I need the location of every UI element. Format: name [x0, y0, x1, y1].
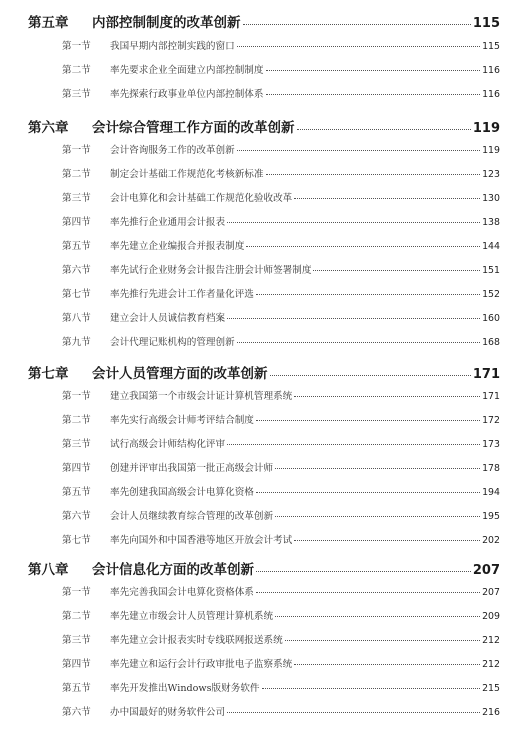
- section-entry: [62, 704, 500, 718]
- section-entry: [62, 508, 500, 522]
- page-number: 119: [482, 145, 500, 156]
- section-entry: [62, 310, 500, 324]
- chapter-title: 会计信息化方面的改革创新: [92, 562, 254, 578]
- dot-leader: [285, 640, 480, 641]
- dot-leader: [256, 492, 480, 493]
- chapter-heading: [28, 362, 500, 382]
- dot-leader: [294, 396, 480, 397]
- page-number: 173: [482, 439, 500, 450]
- dot-leader: [227, 222, 480, 223]
- section-number: 第七节: [62, 535, 91, 546]
- page-number: 212: [482, 635, 500, 646]
- chapter-number: 第八章: [28, 562, 69, 578]
- chapter-title: 会计人员管理方面的改革创新: [92, 366, 268, 382]
- page-number: 152: [482, 289, 500, 300]
- section-number: 第六节: [62, 265, 91, 276]
- section-entry: [62, 62, 500, 76]
- dot-leader: [262, 688, 481, 689]
- section-entry: [62, 584, 500, 598]
- section-number: 第二节: [62, 611, 91, 622]
- dot-leader: [237, 150, 480, 151]
- section-number: 第八节: [62, 313, 91, 324]
- section-title: 率先推行企业通用会计报表: [110, 217, 226, 228]
- dot-leader: [294, 540, 480, 541]
- section-title: 率先开发推出Windows版财务软件: [110, 683, 260, 694]
- dot-leader: [294, 198, 480, 199]
- chapter-title: 会计综合管理工作方面的改革创新: [92, 120, 295, 136]
- section-entry: [62, 436, 500, 450]
- page-number: 130: [482, 193, 500, 204]
- page-number: 195: [482, 511, 500, 522]
- section-entry: [62, 334, 500, 348]
- section-number: 第二节: [62, 65, 91, 76]
- section-entry: [62, 166, 500, 180]
- section-entry: [62, 680, 500, 694]
- section-number: 第四节: [62, 659, 91, 670]
- dot-leader: [237, 342, 480, 343]
- section-entry: [62, 656, 500, 670]
- dot-leader: [243, 24, 471, 25]
- section-number: 第六节: [62, 511, 91, 522]
- dot-leader: [266, 174, 481, 175]
- section-number: 第九节: [62, 337, 91, 348]
- section-entry: [62, 388, 500, 402]
- page-number: 172: [482, 415, 500, 426]
- section-title: 率先建立企业编报合并报表制度: [110, 241, 245, 252]
- section-number: 第一节: [62, 391, 91, 402]
- section-number: 第三节: [62, 89, 91, 100]
- page-number: 160: [482, 313, 500, 324]
- dot-leader: [227, 712, 480, 713]
- page-number: 178: [482, 463, 500, 474]
- dot-leader: [246, 246, 480, 247]
- dot-leader: [297, 129, 471, 130]
- chapter-number: 第七章: [28, 366, 69, 382]
- section-entry: [62, 460, 500, 474]
- page-number: 138: [482, 217, 500, 228]
- section-entry: [62, 632, 500, 646]
- page-number: 168: [482, 337, 500, 348]
- dot-leader: [275, 468, 480, 469]
- page-number: 171: [472, 367, 500, 382]
- dot-leader: [237, 46, 480, 47]
- section-title: 创建并评审出我国第一批正高级会计师: [110, 463, 274, 474]
- dot-leader: [256, 420, 480, 421]
- section-title: 会计代理记账机构的管理创新: [110, 337, 235, 348]
- section-title: 率先要求企业全面建立内部控制制度: [110, 65, 264, 76]
- section-title: 办中国最好的财务软件公司: [110, 707, 226, 718]
- section-number: 第一节: [62, 587, 91, 598]
- section-number: 第六节: [62, 707, 91, 718]
- section-number: 第二节: [62, 169, 91, 180]
- dot-leader: [227, 444, 480, 445]
- section-entry: [62, 190, 500, 204]
- dot-leader: [227, 318, 480, 319]
- page-number: 212: [482, 659, 500, 670]
- section-entry: [62, 484, 500, 498]
- section-title: 会计电算化和会计基础工作规范化验收改革: [110, 193, 293, 204]
- page-number: 207: [472, 563, 500, 578]
- section-entry: [62, 214, 500, 228]
- section-title: 我国早期内部控制实践的窗口: [110, 41, 235, 52]
- chapter-heading: [28, 116, 500, 136]
- page-number: 115: [472, 16, 500, 31]
- dot-leader: [256, 571, 471, 572]
- section-number: 第七节: [62, 289, 91, 300]
- chapter-number: 第五章: [28, 15, 69, 31]
- chapter-heading: [28, 11, 500, 31]
- section-number: 第三节: [62, 439, 91, 450]
- section-number: 第一节: [62, 41, 91, 52]
- page-number: 207: [482, 587, 500, 598]
- dot-leader: [266, 70, 481, 71]
- page-number: 194: [482, 487, 500, 498]
- section-entry: [62, 142, 500, 156]
- section-title: 会计咨询服务工作的改革创新: [110, 145, 235, 156]
- chapter-heading: [28, 558, 500, 578]
- section-entry: [62, 608, 500, 622]
- section-entry: [62, 38, 500, 52]
- section-title: 率先探索行政事业单位内部控制体系: [110, 89, 264, 100]
- page-number: 216: [482, 707, 500, 718]
- section-entry: [62, 86, 500, 100]
- section-entry: [62, 412, 500, 426]
- chapter-number: 第六章: [28, 120, 69, 136]
- section-number: 第三节: [62, 193, 91, 204]
- section-entry: [62, 238, 500, 252]
- section-number: 第一节: [62, 145, 91, 156]
- page-number: 215: [482, 683, 500, 694]
- dot-leader: [266, 94, 481, 95]
- section-entry: [62, 532, 500, 546]
- dot-leader: [256, 294, 480, 295]
- section-entry: [62, 286, 500, 300]
- chapter-title: 内部控制制度的改革创新: [92, 15, 241, 31]
- section-title: 率先建立和运行会计行政审批电子监察系统: [110, 659, 293, 670]
- page-number: 209: [482, 611, 500, 622]
- page-number: 116: [482, 89, 500, 100]
- dot-leader: [270, 375, 471, 376]
- section-title: 率先创建我国高级会计电算化资格: [110, 487, 254, 498]
- section-title: 试行高级会计师结构化评审: [110, 439, 226, 450]
- section-title: 建立会计人员诚信教育档案: [110, 313, 226, 324]
- section-number: 第三节: [62, 635, 91, 646]
- page-number: 202: [482, 535, 500, 546]
- section-title: 建立我国第一个市级会计证计算机管理系统: [110, 391, 293, 402]
- section-title: 率先试行企业财务会计报告注册会计师签署制度: [110, 265, 312, 276]
- page-number: 123: [482, 169, 500, 180]
- section-title: 率先建立市级会计人员管理计算机系统: [110, 611, 274, 622]
- section-title: 率先完善我国会计电算化资格体系: [110, 587, 254, 598]
- section-number: 第五节: [62, 241, 91, 252]
- dot-leader: [294, 664, 480, 665]
- dot-leader: [313, 270, 480, 271]
- section-entry: [62, 262, 500, 276]
- section-number: 第五节: [62, 487, 91, 498]
- page-number: 119: [472, 121, 500, 136]
- page-number: 115: [482, 41, 500, 52]
- section-title: 率先实行高级会计师考评结合制度: [110, 415, 254, 426]
- section-title: 率先推行先进会计工作者量化评选: [110, 289, 254, 300]
- page-number: 144: [482, 241, 500, 252]
- section-number: 第四节: [62, 463, 91, 474]
- dot-leader: [275, 616, 480, 617]
- section-number: 第五节: [62, 683, 91, 694]
- page-number: 151: [482, 265, 500, 276]
- section-title: 会计人员继续教育综合管理的改革创新: [110, 511, 274, 522]
- page-number: 171: [482, 391, 500, 402]
- section-number: 第二节: [62, 415, 91, 426]
- page-number: 116: [482, 65, 500, 76]
- section-title: 率先建立会计报表实时专线联网报送系统: [110, 635, 283, 646]
- section-title: 制定会计基础工作规范化考核新标准: [110, 169, 264, 180]
- section-number: 第四节: [62, 217, 91, 228]
- dot-leader: [275, 516, 480, 517]
- section-title: 率先向国外和中国香港等地区开放会计考试: [110, 535, 293, 546]
- dot-leader: [256, 592, 480, 593]
